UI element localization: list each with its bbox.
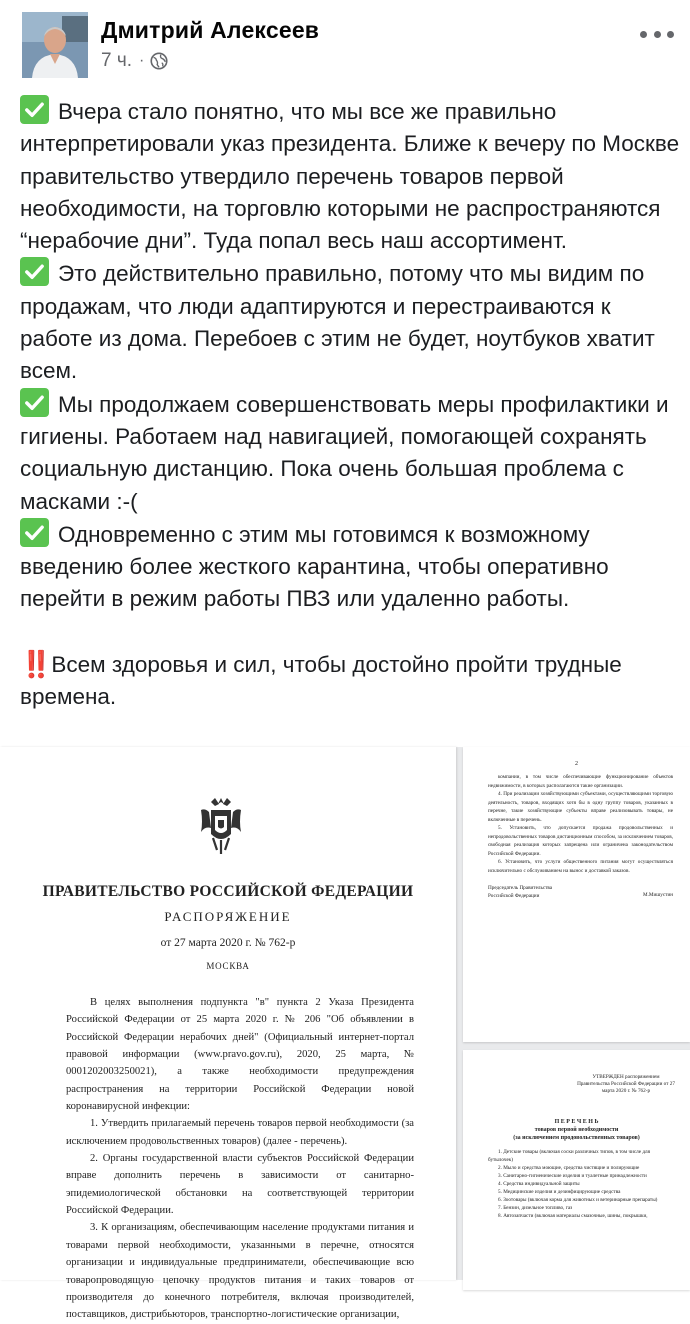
list-item: 7. Бензин, дизельное топливо, газ [498, 1205, 573, 1211]
more-options-icon[interactable] [640, 24, 674, 44]
approval-stamp: УТВЕРЖДЕН распоряжением Правительства Российской Федерации от 27 марта 2020 г. № 762-р [577, 1074, 675, 1094]
check-mark-button-icon [20, 257, 49, 286]
double-exclamation-icon: ‼️ [20, 648, 49, 679]
document-paragraph: компании, в том числе обеспечивающие функционирование объектов недвижимости, в которых располагаются такие организации. [488, 774, 673, 789]
document-city: МОСКВА [206, 961, 250, 971]
post-closing: ‼️ Всем здоровья и сил, чтобы достойно пройти трудные времена. [20, 648, 622, 710]
document-title: РАСПОРЯЖЕНИЕ [164, 909, 292, 924]
document-signature [488, 885, 673, 900]
document-government: ПРАВИТЕЛЬСТВО РОССИЙСКОЙ ФЕДЕРАЦИИ [42, 883, 414, 900]
list-item: 6. Зоотовары (включая корма для животных и ветеринарные препараты) [498, 1197, 658, 1203]
post-media[interactable] [0, 747, 690, 1321]
post-paragraph: Это действительно правильно, потому что мы видим по продажам, что люди адаптируются и перестраиваются к работе из дома. Перебоев с этим не будет, ноутбуков хватит всем. [20, 257, 680, 387]
post-paragraph: Мы продолжаем совершенствовать меры профилактики и гигиены. Работаем над навигацией, помогающей сохранять социальную дистанцию. Пока очень большая проблема с масками :-( [20, 388, 680, 518]
list-item: 5. Медицинские изделия и дезинфицирующие средства [498, 1189, 621, 1195]
globe-icon[interactable] [150, 52, 168, 70]
check-mark-button-icon [20, 388, 49, 417]
post-paragraph: Вчера стало понятно, что мы все же правильно интерпретировали указ президента. Ближе к вечеру по Москве правительство утвердило перечень товаров первой необходимости, на торговлю которыми не распространяются “нерабочие дни”. Туда попал весь наш ассортимент. [20, 95, 680, 257]
list-item: 3. Санитарно-гигиенические изделия и туалетные принадлежности [498, 1173, 647, 1179]
document-body [488, 773, 673, 875]
author-name[interactable]: Дмитрий Алексеев [101, 17, 320, 43]
list-heading: П Е Р Е Ч Е Н Ь товаров первой необходимости (за исключением продовольственных товаров) [513, 1119, 640, 1141]
document-paragraph: 1. Утвердить прилагаемый перечень товаров первой необходимости (за исключением продовольственных товаров) (далее - перечень). [66, 1118, 414, 1147]
document-paragraph: В целях выполнения подпункта "в" пункта 2 Указа Президента Российской Федерации от 25 марта 2020 г. № 206 "Об объявлении в Российской Федерации нерабочих дней" (Официальный интернет-портал правовой информации (www.pravo.gov.ru), 2020, 25 марта, № 0001202003250021), а также необходимости предупреждения распространения на территории Российской Федерации новой коронавирусной инфекции: [66, 997, 414, 1113]
document-paragraph: 2. Органы государственной власти субъектов Российской Федерации вправе дополнить перечень в зависимости от санитарно-эпидемиологической обстановки на соответствующей территории Российской Федерации. [66, 1153, 414, 1217]
meta-separator: · [139, 52, 145, 69]
list-item: 1. Детские товары (включая соски различных типов, в том числе для бутылочек) [488, 1149, 650, 1163]
author-avatar[interactable] [22, 12, 88, 78]
post-time[interactable]: 7 ч. [101, 50, 133, 71]
post-paragraph: Одновременно с этим мы готовимся к возможному введению более жесткого карантина, чтобы оперативно перейти в режим работы ПВЗ или удаленно работы. [20, 518, 680, 616]
document-date: от 27 марта 2020 г. № 762-р [160, 937, 296, 949]
document-page-3[interactable] [463, 1050, 690, 1290]
goods-list [488, 1148, 673, 1220]
document-page-2[interactable] [463, 747, 690, 1042]
post-meta [101, 50, 168, 72]
post-header [0, 0, 690, 90]
list-item: 2. Мыло и средства моющие, средства чистящие и полирующие [498, 1165, 640, 1171]
document-body [66, 994, 414, 1324]
post-text [20, 95, 680, 713]
page-number: 2 [575, 761, 578, 767]
signature-name: М.Мишустин [642, 892, 673, 898]
document-paragraph: 3. К организациям, обеспечивающим население продуктами питания и товарами первой необходимости, указанными в перечне, относятся организации и индивидуальные предприниматели, обеспечивающие всю товаропроводящую цепочку продуктов питания и таких товаров от производителя до конечного потребителя, включая производителей, поставщиков, дистрибьюторов, транспортно-логистические организации, [66, 1222, 414, 1321]
document-paragraph: 5. Установить, что допускается продажа продовольственных и непродовольственных товаров дистанционным способом, за исключением товаров, свободная реализация которых запрещена или ограничена законодательством Российской Федерации. [488, 825, 673, 857]
list-item: 4. Средства индивидуальной защиты [498, 1181, 580, 1187]
check-mark-button-icon [20, 518, 49, 547]
document-paragraph: 6. Установить, что услуги общественного питания могут осуществляться исключительно с обслуживанием на вынос и доставкой заказов. [488, 859, 673, 874]
coat-of-arms-icon [197, 792, 245, 860]
list-item: 8. Автозапчасти (включая материалы смазочные, шины, покрышки, [498, 1213, 648, 1219]
document-page-1[interactable] [0, 747, 456, 1321]
signature-role: Председатель Правительства Российской Федерации [488, 885, 553, 899]
check-mark-button-icon [20, 95, 49, 124]
document-paragraph: 4. При реализации хозяйствующими субъектами, осуществляющими торговую деятельность, товаров, входящих хотя бы в одну группу товаров, указанных в перечне, такие хозяйствующие субъекты вправе реализовывать товары, не включенные в перечень. [488, 791, 673, 823]
